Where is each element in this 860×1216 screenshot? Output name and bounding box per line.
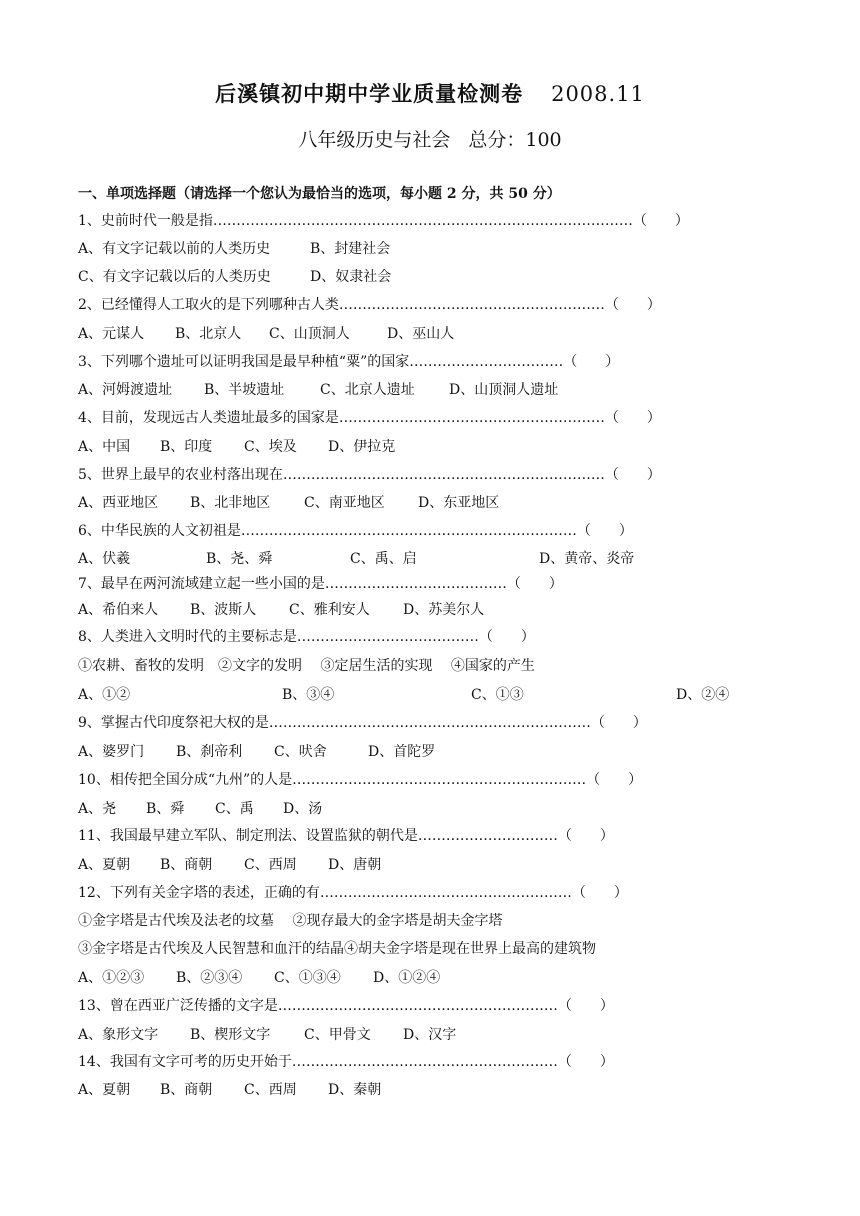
answer-option: A、有文字记载以前的人类历史 — [78, 241, 271, 257]
answer-option: C、甲骨文 — [304, 1027, 371, 1043]
section-heading: 一、单项选择题（请选择一个您认为最恰当的选项，每小题 2 分，共 50 分） — [78, 186, 561, 202]
answer-option: D、②④ — [676, 687, 730, 703]
answer-option: B、尧、舜 — [206, 551, 273, 567]
answer-option: B、③④ — [282, 687, 335, 703]
answer-option: D、①②④ — [373, 970, 441, 986]
answer-option: A、①②③ — [78, 970, 145, 986]
answer-option: B、印度 — [160, 439, 213, 455]
answer-option: A、希伯来人 — [78, 602, 159, 618]
answer-option: B、半坡遗址 — [204, 382, 285, 398]
answer-option: C、西周 — [244, 1082, 297, 1098]
exam-title-text: 后溪镇初中期中学业质量检测卷 — [215, 81, 524, 106]
answer-option: D、苏美尔人 — [403, 602, 485, 618]
answer-option: D、汉字 — [403, 1027, 457, 1043]
answer-option: A、夏朝 — [78, 1082, 131, 1098]
answer-option: B、北非地区 — [190, 495, 271, 511]
answer-option: A、中国 — [78, 439, 131, 455]
answer-option: C、山顶洞人 — [269, 326, 350, 342]
answer-option: D、唐朝 — [328, 857, 382, 873]
answer-option: C、雅利安人 — [289, 602, 370, 618]
answer-option: B、商朝 — [160, 857, 213, 873]
exam-subtitle — [0, 125, 860, 152]
question-line: 11、我国最早建立军队、制定刑法、设置监狱的朝代是…………………………（ ） — [78, 828, 614, 844]
question-line: 3、下列哪个遗址可以证明我国是最早种植“粟”的国家……………………………（ ） — [78, 354, 620, 370]
answer-option: D、秦朝 — [328, 1082, 382, 1098]
subject-label: 八年级历史与社会 — [298, 129, 451, 151]
answer-option: C、禹 — [215, 801, 254, 817]
question-line: ①金字塔是古代埃及法老的坟墓 ②现存最大的金字塔是胡夫金字塔 — [78, 913, 503, 929]
answer-option: C、吠舍 — [274, 744, 327, 760]
answer-option: A、象形文字 — [78, 1027, 159, 1043]
answer-option: A、婆罗门 — [78, 744, 145, 760]
answer-option: A、尧 — [78, 801, 117, 817]
answer-option: B、北京人 — [175, 326, 242, 342]
answer-option: B、封建社会 — [310, 241, 391, 257]
answer-option: B、刹帝利 — [176, 744, 243, 760]
answer-option: C、北京人遗址 — [320, 382, 415, 398]
question-line: 12、下列有关金字塔的表述，正确的有………………………………………………（ ） — [78, 885, 628, 901]
question-line: 7、最早在两河流域建立起一些小国的是…………………………………（ ） — [78, 576, 563, 592]
answer-option: C、埃及 — [244, 439, 297, 455]
question-line: ①农耕、畜牧的发明 ②文字的发明 ③定居生活的实现 ④国家的产生 — [78, 658, 535, 674]
answer-option: D、汤 — [283, 801, 323, 817]
answer-option: C、南亚地区 — [304, 495, 385, 511]
answer-option: C、禹、启 — [350, 551, 417, 567]
answer-option: D、山顶洞人遗址 — [449, 382, 559, 398]
answer-option: D、巫山人 — [387, 326, 455, 342]
exam-title — [0, 78, 860, 108]
answer-option: D、东亚地区 — [418, 495, 500, 511]
question-line: 2、已经懂得人工取火的是下列哪种古人类…………………………………………………（ ） — [78, 297, 661, 313]
question-line: 10、相传把全国分成“九州”的人是………………………………………………………（ ） — [78, 772, 643, 788]
question-line: 13、曾在西亚广泛传播的文字是……………………………………………………（ ） — [78, 998, 614, 1014]
answer-option: C、①③ — [471, 687, 524, 703]
question-line: 6、中华民族的人文初祖是………………………………………………………………（ ） — [78, 523, 633, 539]
question-line: 9、掌握古代印度祭祀大权的是……………………………………………………………（ ） — [78, 715, 647, 731]
answer-option: C、有文字记载以后的人类历史 — [78, 269, 271, 285]
exam-date: 2008.11 — [551, 82, 645, 106]
answer-option: A、河姆渡遗址 — [78, 382, 173, 398]
answer-option: D、首陀罗 — [368, 744, 436, 760]
answer-option: A、西亚地区 — [78, 495, 159, 511]
answer-option: A、伏羲 — [78, 551, 131, 567]
question-line: 8、人类进入文明时代的主要标志是…………………………………（ ） — [78, 629, 535, 645]
answer-option: B、商朝 — [160, 1082, 213, 1098]
answer-option: B、楔形文字 — [190, 1027, 271, 1043]
answer-option: B、波斯人 — [190, 602, 257, 618]
answer-option: A、夏朝 — [78, 857, 131, 873]
answer-option: A、①② — [78, 687, 131, 703]
answer-option: D、黄帝、炎帝 — [539, 551, 635, 567]
answer-option: D、伊拉克 — [328, 439, 396, 455]
answer-option: B、②③④ — [176, 970, 243, 986]
answer-option: C、①③④ — [274, 970, 341, 986]
question-line: 1、史前时代一般是指………………………………………………………………………………（ ） — [78, 213, 689, 229]
question-line: ③金字塔是古代埃及人民智慧和血汗的结晶④胡夫金字塔是现在世界上最高的建筑物 — [78, 941, 596, 957]
answer-option: D、奴隶社会 — [310, 269, 392, 285]
answer-option: A、元谋人 — [78, 326, 145, 342]
question-line: 4、目前，发现远古人类遗址最多的国家是…………………………………………………（ ） — [78, 410, 661, 426]
question-line: 14、我国有文字可考的历史开始于…………………………………………………（ ） — [78, 1054, 614, 1070]
total-score: 总分：100 — [468, 129, 562, 151]
question-line: 5、世界上最早的农业村落出现在……………………………………………………………（ ） — [78, 467, 661, 483]
answer-option: C、西周 — [244, 857, 297, 873]
answer-option: B、舜 — [146, 801, 185, 817]
